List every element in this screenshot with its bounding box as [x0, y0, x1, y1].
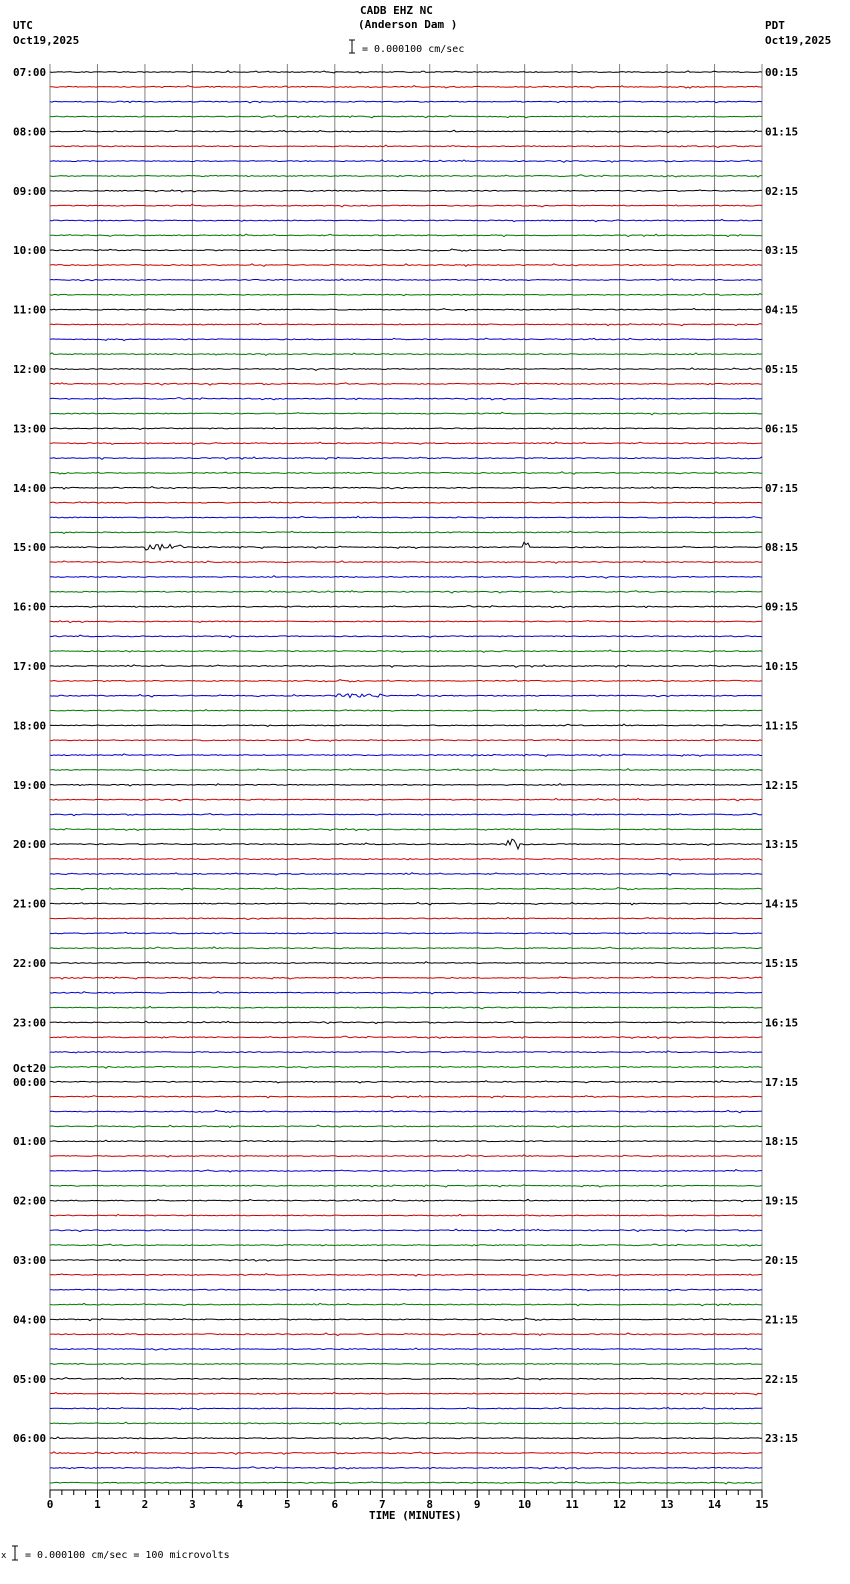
- x-axis-title: TIME (MINUTES): [369, 1509, 462, 1522]
- trace-55: [50, 888, 762, 891]
- x-tick-label: 11: [565, 1498, 579, 1511]
- trace-50: [50, 814, 762, 816]
- left-hour-label: 09:00: [13, 184, 47, 198]
- left-hour-label: 03:00: [13, 1254, 47, 1267]
- trace-51: [50, 829, 762, 831]
- trace-3: [50, 115, 762, 117]
- trace-45: [50, 739, 762, 741]
- x-tick-label: 4: [236, 1498, 244, 1511]
- x-tick-label: 8: [426, 1498, 434, 1511]
- right-hour-label: 10:15: [765, 660, 799, 673]
- trace-84: [50, 1318, 762, 1321]
- left-timezone: UTC: [13, 19, 33, 32]
- trace-lines: [50, 71, 762, 1484]
- trace-5: [50, 145, 762, 147]
- trace-49: [50, 798, 762, 801]
- left-hour-label: 23:00: [13, 1016, 47, 1030]
- trace-16: [50, 309, 762, 311]
- x-tick-label: 3: [189, 1498, 196, 1511]
- trace-72: [50, 1140, 762, 1142]
- left-hour-label: 16:00: [13, 600, 47, 614]
- left-hour-label: 01:00: [13, 1135, 47, 1149]
- trace-0: [50, 71, 762, 73]
- trace-18: [50, 338, 762, 340]
- left-hour-label: 18:00: [13, 719, 47, 733]
- x-tick-label: 5: [284, 1498, 291, 1511]
- trace-25: [50, 442, 762, 444]
- trace-28: [50, 487, 762, 490]
- right-hour-label: 03:15: [765, 244, 799, 258]
- trace-74: [50, 1170, 762, 1172]
- trace-14: [50, 279, 762, 281]
- footer-scale-label: = 0.000100 cm/sec = 100 microvolts: [25, 1550, 230, 1561]
- trace-15: [50, 294, 762, 296]
- trace-24: [50, 428, 762, 430]
- left-hour-label: 20:00: [13, 838, 47, 852]
- left-hour-label: 08:00: [13, 125, 47, 139]
- right-hour-label: 23:15: [765, 1432, 799, 1446]
- station-title: CADB EHZ NC: [360, 4, 433, 17]
- right-hour-label: 18:15: [765, 1135, 799, 1149]
- trace-11: [50, 234, 762, 237]
- right-hour-label: 16:15: [765, 1016, 799, 1030]
- trace-58: [50, 932, 762, 934]
- trace-35: [50, 591, 762, 594]
- trace-22: [50, 398, 762, 400]
- trace-47: [50, 769, 762, 771]
- trace-19: [50, 353, 762, 356]
- right-hour-label: 19:15: [765, 1194, 799, 1208]
- trace-95: [50, 1482, 762, 1485]
- x-tick-label: 14: [707, 1498, 722, 1511]
- left-hour-label: 06:00: [13, 1432, 47, 1446]
- trace-29: [50, 502, 762, 504]
- left-hour-label: 14:00: [13, 481, 47, 495]
- x-tick-label: 15: [755, 1498, 769, 1511]
- left-hour-label: 05:00: [13, 1372, 47, 1386]
- trace-30: [50, 516, 762, 518]
- x-tick-label: 13: [660, 1498, 674, 1511]
- trace-80: [50, 1259, 762, 1261]
- trace-71: [50, 1125, 762, 1128]
- right-hour-label: 17:15: [765, 1075, 799, 1089]
- trace-81: [50, 1274, 762, 1277]
- trace-21: [50, 383, 762, 385]
- trace-85: [50, 1333, 762, 1336]
- right-hour-label: 20:15: [765, 1254, 799, 1267]
- right-hour-label: 22:15: [765, 1372, 799, 1386]
- left-hour-label: 12:00: [13, 363, 47, 376]
- trace-17: [50, 323, 762, 326]
- right-hour-label: 01:15: [765, 125, 799, 139]
- trace-60: [50, 962, 762, 964]
- x-tick-label: 6: [331, 1498, 339, 1511]
- date-change-label: Oct20: [13, 1061, 47, 1075]
- trace-6: [50, 160, 762, 162]
- trace-54: [50, 873, 762, 876]
- trace-9: [50, 204, 762, 207]
- trace-57: [50, 918, 762, 920]
- left-hour-label: 11:00: [13, 303, 47, 317]
- trace-39: [50, 650, 762, 652]
- trace-56: [50, 902, 762, 905]
- left-hour-label: 22:00: [13, 957, 47, 970]
- trace-38: [50, 635, 762, 638]
- x-tick-label: 1: [94, 1498, 101, 1511]
- right-hour-label: 04:15: [765, 303, 799, 317]
- trace-73: [50, 1155, 762, 1157]
- trace-67: [50, 1066, 762, 1068]
- right-hour-label: 12:15: [765, 778, 799, 792]
- trace-23: [50, 412, 762, 415]
- right-hour-label: 11:15: [765, 719, 799, 733]
- site-name: (Anderson Dam ): [358, 18, 458, 31]
- trace-83: [50, 1303, 762, 1306]
- right-hour-label: 06:15: [765, 422, 799, 436]
- trace-12: [50, 249, 762, 251]
- trace-1: [50, 86, 762, 89]
- grid-lines: [50, 64, 762, 1490]
- trace-78: [50, 1229, 762, 1232]
- right-timezone: PDT: [765, 19, 785, 32]
- trace-62: [50, 992, 762, 994]
- x-tick-label: 9: [473, 1498, 481, 1511]
- trace-92: [50, 1437, 762, 1440]
- right-hour-label: 08:15: [765, 541, 799, 555]
- trace-91: [50, 1422, 762, 1425]
- trace-13: [50, 264, 762, 267]
- right-hour-label: 15:15: [765, 957, 799, 970]
- trace-4: [50, 130, 762, 132]
- trace-64: [50, 1021, 762, 1023]
- trace-7: [50, 175, 762, 177]
- left-hour-label: 13:00: [13, 422, 47, 436]
- trace-59: [50, 947, 762, 949]
- left-hour-label: 17:00: [13, 660, 47, 673]
- right-date: Oct19,2025: [765, 34, 832, 47]
- trace-77: [50, 1214, 762, 1216]
- x-tick-label: 10: [518, 1498, 532, 1511]
- trace-52: [50, 839, 762, 849]
- trace-27: [50, 472, 762, 475]
- scale-label: = 0.000100 cm/sec: [362, 44, 465, 55]
- trace-82: [50, 1289, 762, 1291]
- x-tick-label: 7: [378, 1498, 386, 1511]
- left-hour-label: 19:00: [13, 778, 47, 792]
- trace-37: [50, 621, 762, 623]
- trace-53: [50, 858, 762, 860]
- right-hour-label: 02:15: [765, 184, 799, 198]
- right-hour-label: 21:15: [765, 1313, 799, 1327]
- left-date: Oct19,2025: [13, 34, 80, 47]
- trace-2: [50, 101, 762, 103]
- left-hour-label: 02:00: [13, 1194, 47, 1208]
- trace-36: [50, 606, 762, 608]
- x-tick-label: 0: [46, 1498, 54, 1511]
- trace-86: [50, 1348, 762, 1350]
- trace-33: [50, 561, 762, 564]
- trace-34: [50, 576, 762, 579]
- trace-31: [50, 531, 762, 533]
- left-hour-label: 00:00: [13, 1075, 47, 1089]
- trace-66: [50, 1051, 762, 1053]
- trace-32: [50, 542, 762, 550]
- trace-90: [50, 1407, 762, 1409]
- trace-42: [50, 694, 762, 698]
- trace-93: [50, 1452, 762, 1455]
- left-hour-label: 07:00: [13, 66, 47, 79]
- trace-69: [50, 1096, 762, 1098]
- trace-79: [50, 1244, 762, 1246]
- x-tick-label: 12: [612, 1498, 627, 1511]
- right-hour-label: 00:15: [765, 66, 799, 79]
- trace-43: [50, 710, 762, 712]
- trace-40: [50, 665, 762, 668]
- trace-48: [50, 784, 762, 786]
- trace-76: [50, 1199, 762, 1201]
- x-tick-label: 2: [141, 1498, 149, 1511]
- trace-94: [50, 1467, 762, 1469]
- trace-46: [50, 754, 762, 757]
- right-hour-label: 14:15: [765, 897, 799, 911]
- trace-88: [50, 1378, 762, 1380]
- trace-41: [50, 680, 762, 682]
- trace-20: [50, 368, 762, 371]
- trace-65: [50, 1036, 762, 1038]
- right-hour-label: 05:15: [765, 363, 799, 376]
- left-hour-label: 10:00: [13, 244, 47, 258]
- trace-61: [50, 977, 762, 979]
- trace-63: [50, 1006, 762, 1008]
- trace-89: [50, 1392, 762, 1395]
- trace-75: [50, 1185, 762, 1187]
- right-hour-label: 13:15: [765, 838, 799, 852]
- trace-10: [50, 219, 762, 221]
- trace-26: [50, 457, 762, 460]
- right-hour-label: 09:15: [765, 600, 799, 614]
- left-hour-label: 15:00: [13, 541, 47, 555]
- footer-marker: x: [1, 1551, 7, 1561]
- trace-68: [50, 1081, 762, 1083]
- left-hour-label: 21:00: [13, 897, 47, 911]
- left-hour-label: 04:00: [13, 1313, 47, 1327]
- trace-44: [50, 724, 762, 726]
- trace-87: [50, 1364, 762, 1365]
- right-hour-label: 07:15: [765, 481, 799, 495]
- trace-8: [50, 190, 762, 192]
- trace-70: [50, 1110, 762, 1113]
